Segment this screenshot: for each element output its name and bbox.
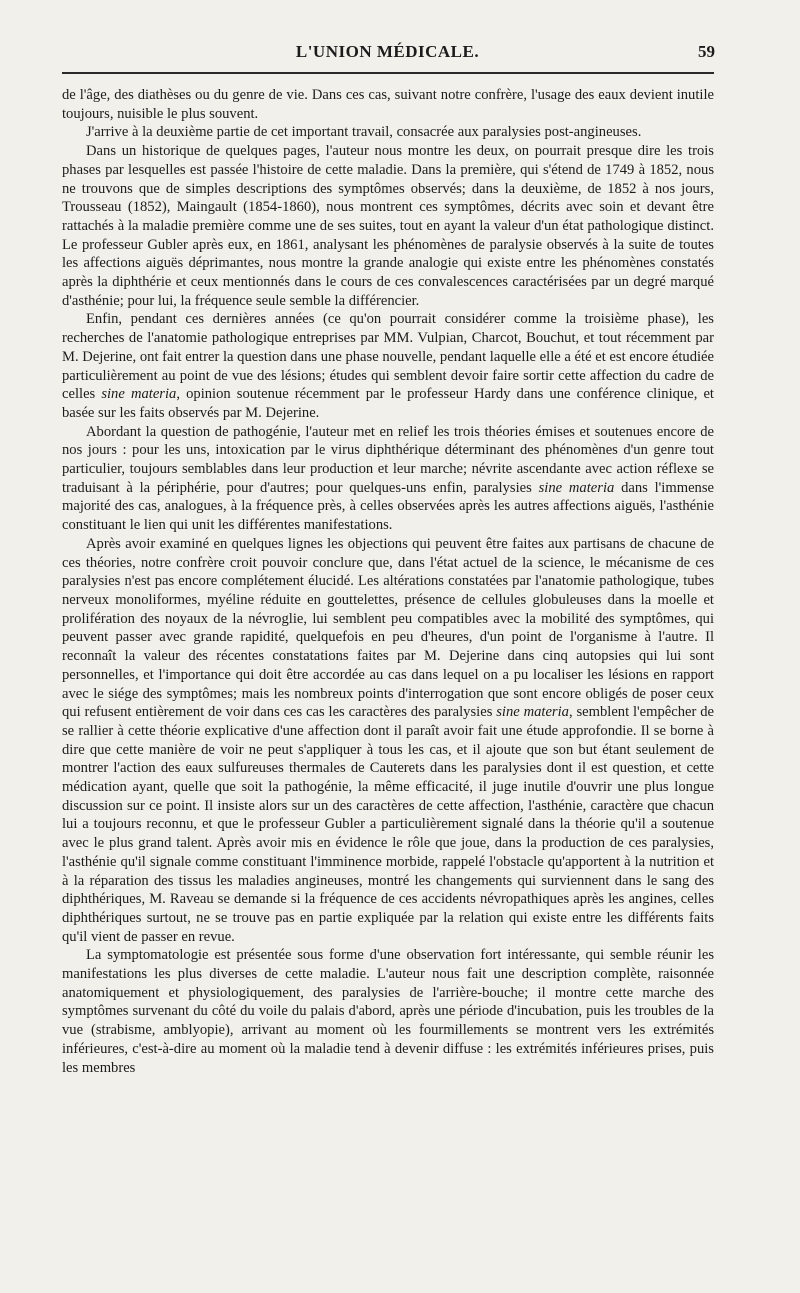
paragraph-4	[62, 310, 714, 422]
paragraph-4-text-after: , opinion soutenue récemment par le professeur Hardy dans une conférence clinique, et basée sur les faits observés par M. Dejerine.	[62, 386, 714, 421]
paragraph-6-italic-term: sine materia	[496, 704, 569, 721]
paragraph-4-text-before: Enfin, pendant ces dernières années (ce qu'on pourrait considérer comme la troisième phase), les recherches de l'anatomie pathologique entreprises par MM. Vulpian, Charcot, Bouchut, et tout récemment par M. Dejerine, ont fait entrer la question dans une phase nouvelle, pendant laquelle elle a été et est encore étudiée particulièrement au point de vue des lésions; études qui semblent devoir faire sortir cette affection du cadre de celles	[62, 311, 714, 403]
paragraph-5	[62, 423, 714, 535]
paragraph-5-text-before: Abordant la question de pathogénie, l'auteur met en relief les trois théories émises et soutenues encore de nos jours : pour les uns, intoxication par le virus diphthérique déterminant des phénomènes d'un genre tout particulier, toujours semblables dans leur production et leur marche; névrite ascendante avec action réflexe se traduisant à la périphérie, pour d'autres; pour quelques-uns enfin, paralysies	[62, 423, 714, 496]
paragraph-2: J'arrive à la deuxième partie de cet important travail, consacrée aux paralysies post-angineuses.	[86, 124, 642, 141]
paragraph-4-italic-term: sine materia	[101, 386, 177, 403]
paragraph-6-text-before: Après avoir examiné en quelques lignes les objections qui peuvent être faites aux partisans de chacune de ces théories, notre confrère croit pouvoir conclure que, dans l'état actuel de la science, le mécanisme de ces paralysies n'est pas encore complétement élucidé. Les altérations constatées par l'anatomie pathologique, tubes nerveux monoliformes, myéline réduite en gouttelettes, présence de cellules globuleuses dans la moelle et prolifération des noyaux de la névroglie, lui semblent peu compatibles avec la mobilité des symptômes, qui peuvent passer avec grande rapidité, quelquefois en peu d'heures, d'un point de l'organisme à l'autre. Il reconnaît la valeur des récentes constatations faites par M. Dejerine dans cinq autopsies qui lui sont personnelles, et l'importance qui doit être accordée au cas dans lequel on a pu localiser les lésions en rapport avec le siége des symptômes; mais les nombreux points d'interrogation que sont encore obligés de poser ceux qui refusent entièrement de voir dans ces cas les caractères des paralysies	[62, 535, 714, 721]
paragraph-5-text-after: dans l'immense majorité des cas, analogues, à la fréquence près, à celles observées après les autres affections aiguës, l'asthénie constituant le lien qui unit les différentes manifestations.	[62, 479, 715, 534]
page-number: 59	[698, 42, 715, 61]
paragraph-7: La symptomatologie est présentée sous forme d'une observation fort intéressante, qui semble réunir les manifestations les plus diverses de cette maladie. L'auteur nous fait une description complète, raisonnée anatomiquement et physiologiquement, des paralysies de l'arrière-bouche; il montre cette marche des symptômes survenant du côté du voile du palais d'abord, après une période d'incubation, puis les troubles de la vue (strabisme, amblyopie), arrivant au moment où les fourmillements se montrent vers les extrémités inférieures, c'est-à-dire au moment où la maladie tend à devenir diffuse : les extrémités inférieures prises, puis les membres	[62, 947, 714, 1076]
paragraph-6	[62, 535, 714, 946]
paragraph-6-text-after: , semblent l'empêcher de se rallier à cette théorie explicative d'une affection dont il paraît avoir fait une étude approfondie. Il se borne à dire que cette manière de voir ne peut s'appliquer à tous les cas, et il ajoute que son but étant seulement de montrer l'action des eaux sulfureuses thermales de Cauterets dans les paralysies dont il est question, et cette médication ayant, quelle que soit la pathogénie, la même efficacité, il juge inutile d'ouvrir une plus longue discussion sur ce point. Il insiste alors sur un des caractères de cette affection, l'asthénie, caractère que chacun lui a toujours reconnu, et que le professeur Gubler a particulièrement signalé dans la théorie qu'il a soutenue avec le plus grand talent. Après avoir mis en évidence le rôle que joue, dans la production de ces paralysies, l'asthénie qu'il signale comme constituant l'imminence morbide, rappelé l'obstacle qu'apportent à la nutrition et à la réparation des tissus les maladies angineuses, montré les changements qui surviennent dans le sang des diphthériques, M. Raveau se demande si la fréquence de ces accidents névropathiques après les angines, celles diphthériques surtout, ne se trouve pas en partie expliquée par la relation qui existe entre les différents faits qu'il vient de passer en revue.	[62, 704, 714, 945]
header-rule	[62, 72, 714, 74]
page-header	[60, 36, 715, 70]
paragraph-1: de l'âge, des diathèses ou du genre de vie. Dans ces cas, suivant notre confrère, l'usage des eaux devient inutile toujours, nuisible le plus souvent.	[62, 87, 714, 122]
paragraph-3: Dans un historique de quelques pages, l'auteur nous montre les deux, on pourrait presque dire les trois phases par lesquelles est passée l'histoire de cette maladie. Dans la première, qui s'étend de 1749 à 1852, nous ne trouvons que de simples descriptions des symptômes observés; dans la deuxième, de 1852 à nos jours, Trousseau (1852), Maingault (1854-1860), nous montrent ces symptômes, décrits avec soin et devant être rattachés à la maladie première comme une de ses suites, tout en ayant la valeur d'un état pathologique distinct. Le professeur Gubler après eux, en 1861, analysant les phénomènes de paralysie observés à la suite de toutes les affections aiguës déprimantes, nous montre la grande analogie qui existe entre les phénomènes constatés après la diphthérie et ceux mentionnés dans le cours de ces convalescences caractérisées par un degré marqué d'asthénie; pour lui, la fréquence seule semble la différencier.	[62, 143, 714, 309]
paragraph-5-italic-term: sine materia	[538, 479, 615, 496]
article-body	[62, 86, 714, 1077]
running-title: L'UNION MÉDICALE.	[295, 42, 480, 61]
